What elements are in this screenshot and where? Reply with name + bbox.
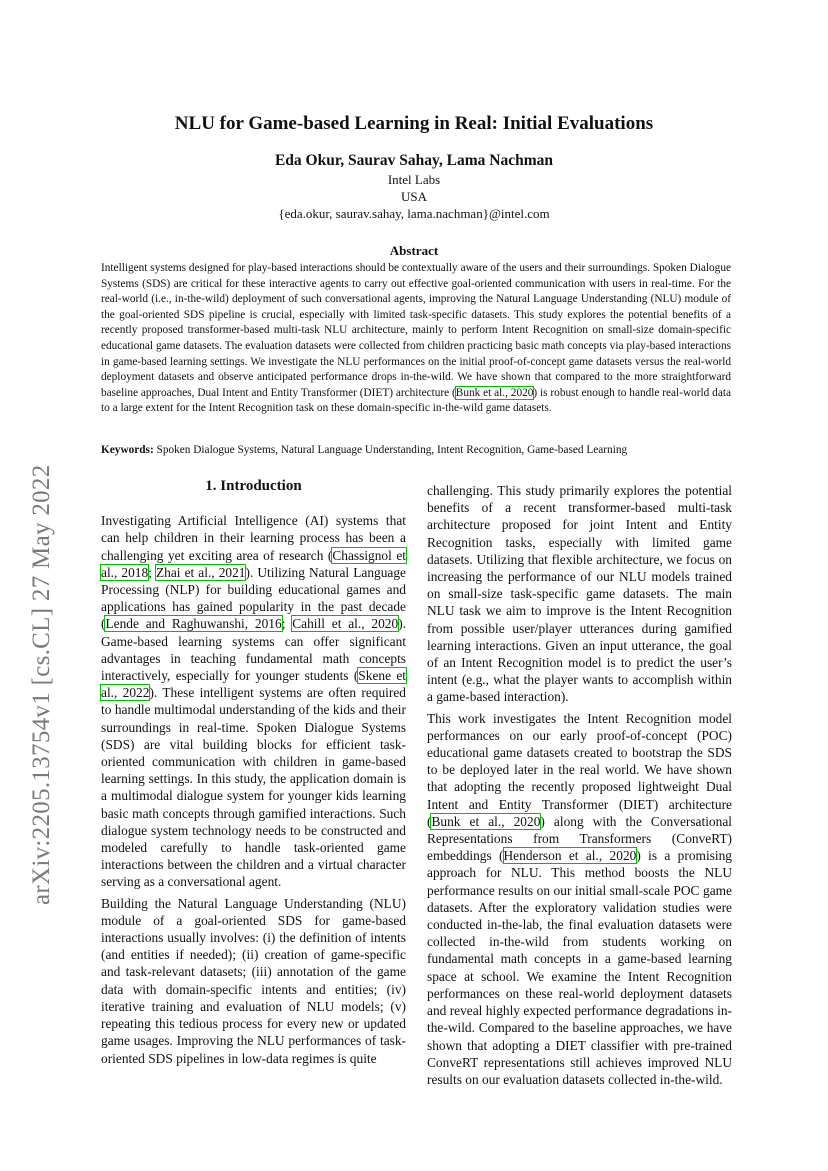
- keywords-label: Keywords:: [101, 444, 154, 456]
- affiliation: Intel Labs: [387, 172, 441, 187]
- intro-paragraph: challenging. This study primarily explores the potential benefits of a recent transformer-based multi-task architecture proposed for joint Intent and Entity Recognition tasks, especially with limited game datasets. Utilizing that flexible architecture, we focus on increasing the performance of our NLU models trained on small-size task-specific game datasets. The main NLU task we aim to improve is the Intent Recognition from possible user/player utterances during gamified learning interactions. Given an input utterance, the goal of an Intent Recognition model is to predict the user’s intent (e.g., what the player wants to accomplish within a game-based interaction).: [427, 483, 732, 705]
- paragraph-text: ) along with the Conversational Representations from Transformers (ConveRT) embeddings (: [427, 813, 732, 864]
- paragraph-text: ) is a promising approach for NLU. This method boosts the NLU performance results on our initial small-scale POC game datasets. After the exploratory validation studies were conducted in-the-lab, the final evaluation datasets were collected in-the-wild from students working on fundamental math concepts in a game-based learning space at school. We examine the Intent Recognition performances on these real-world deployment datasets and reveal highly expected performance degradations in-the-wild. Compared to the baseline approaches, we have shown that adopting a DIET classifier with pre-trained ConveRT representations still achieves improved NLU results on our evaluation datasets collected in-the-wild.: [427, 848, 732, 1087]
- abstract-body: [101, 261, 731, 417]
- abstract-heading: Abstract: [389, 243, 439, 258]
- citation-link[interactable]: Skene et al., 2022: [101, 668, 406, 701]
- right-column: [427, 482, 732, 1092]
- left-column: [101, 478, 406, 1071]
- affiliation-country: USA: [400, 189, 427, 204]
- citation-link[interactable]: Bunk et al., 2020: [431, 813, 541, 829]
- section-heading: 1. Introduction: [205, 478, 302, 494]
- paragraph-text: Investigating Artificial Intelligence (AI) systems that can help children in their learning process has been a challenging yet exciting area of research (: [101, 513, 406, 563]
- intro-paragraph: Building the Natural Language Understanding (NLU) module of a goal-oriented SDS for game-based interactions usually involves: (i) the definition of intents (and entities if needed); (ii) creation of game-specific and task-relevant datasets; (iii) annotation of the game data with domain-specific intents and entities; (iv) iterative training and evaluation of NLU models; (v) repeating this tedious process for every new or updated game usages. Improving the NLU performances of task-oriented SDS pipelines in low-data regimes is quite: [101, 895, 406, 1066]
- paragraph-text: ;: [148, 564, 156, 580]
- paragraph-text: This work investigates the Intent Recognition model performances on our early proof-of-concept (POC) educational game datasets created to bootstrap the SDS to be deployed later in the real world. We have shown that adopting the recently proposed lightweight Dual Intent and Entity Transformer (DIET) architecture (: [427, 710, 732, 829]
- intro-paragraph: [101, 512, 406, 890]
- citation-link[interactable]: Zhai et al., 2021: [155, 564, 246, 580]
- citation-link[interactable]: Chassignol et al., 2018: [101, 547, 406, 580]
- abstract-text: ) is robust enough to handle real-world data to a large extent for the Intent Recognition task on these domain-specific in-the-wild game datasets.: [101, 386, 731, 415]
- intro-paragraph: [427, 710, 732, 1088]
- keywords-line: [101, 443, 731, 458]
- author-emails: {eda.okur, saurav.sahay, lama.nachman}@intel.com: [278, 206, 550, 221]
- citation-link[interactable]: Lende and Raghuwanshi, 2016: [105, 616, 282, 632]
- keywords-text: Spoken Dialogue Systems, Natural Language Understanding, Intent Recognition, Game-based Learning: [153, 444, 628, 456]
- citation-link[interactable]: Bunk et al., 2020: [455, 386, 534, 399]
- paragraph-text: ;: [281, 616, 293, 632]
- author-list: Eda Okur, Saurav Sahay, Lama Nachman: [274, 152, 554, 169]
- paper-title: NLU for Game-based Learning in Real: Initial Evaluations: [174, 113, 654, 134]
- paragraph-text: ). These intelligent systems are often required to handle multimodal understanding of the kids and their surroundings in real-time. Spoken Dialogue Systems (SDS) are vital building blocks for efficient task-oriented communication with children in game-based learning settings. In this study, the application domain is a multimodal dialogue system for younger kids learning basic math concepts through gamified interactions. Such dialogue system technology needs to be constructed and modeled carefully to handle task-oriented game interactions between the children and a virtual character serving as a conversational agent.: [101, 685, 406, 890]
- paragraph-text: ). Game-based learning systems can offer significant advantages in teaching fundamental math concepts interactively, especially for younger students (: [101, 616, 406, 684]
- abstract-text: Intelligent systems designed for play-based interactions should be contextually aware of the users and their surroundings. Spoken Dialogue Systems (SDS) are critical for these interactive agents to carry out effective goal-oriented communication with users in real-time. For the real-world (i.e., in-the-wild) deployment of such conversational agents, improving the Natural Language Understanding (NLU) module of the goal-oriented SDS pipeline is crucial, especially with limited task-specific datasets. This study explores the potential benefits of a recently proposed transformer-based multi-task NLU architecture, mainly to perform Intent Recognition on small-size domain-specific educational game datasets. The evaluation datasets were collected from children practicing basic math concepts via play-based interactions in game-based learning settings. We investigate the NLU performances on the initial proof-of-concept game datasets versus the real-world deployment datasets and observe anticipated performance drops in-the-wild. We have shown that compared to the more straightforward baseline approaches, Dual Intent and Entity Transformer (DIET) architecture (: [101, 262, 731, 399]
- arxiv-identifier-stamp: arXiv:2205.13754v1 [cs.CL] 27 May 2022: [28, 464, 55, 905]
- citation-link[interactable]: Henderson et al., 2020: [503, 848, 637, 864]
- citation-link[interactable]: Cahill et al., 2020: [292, 616, 399, 632]
- paragraph-text: ). Utilizing Natural Language Processing (NLP) for building educational games and applications has gained popularity in the past decade (: [101, 564, 406, 632]
